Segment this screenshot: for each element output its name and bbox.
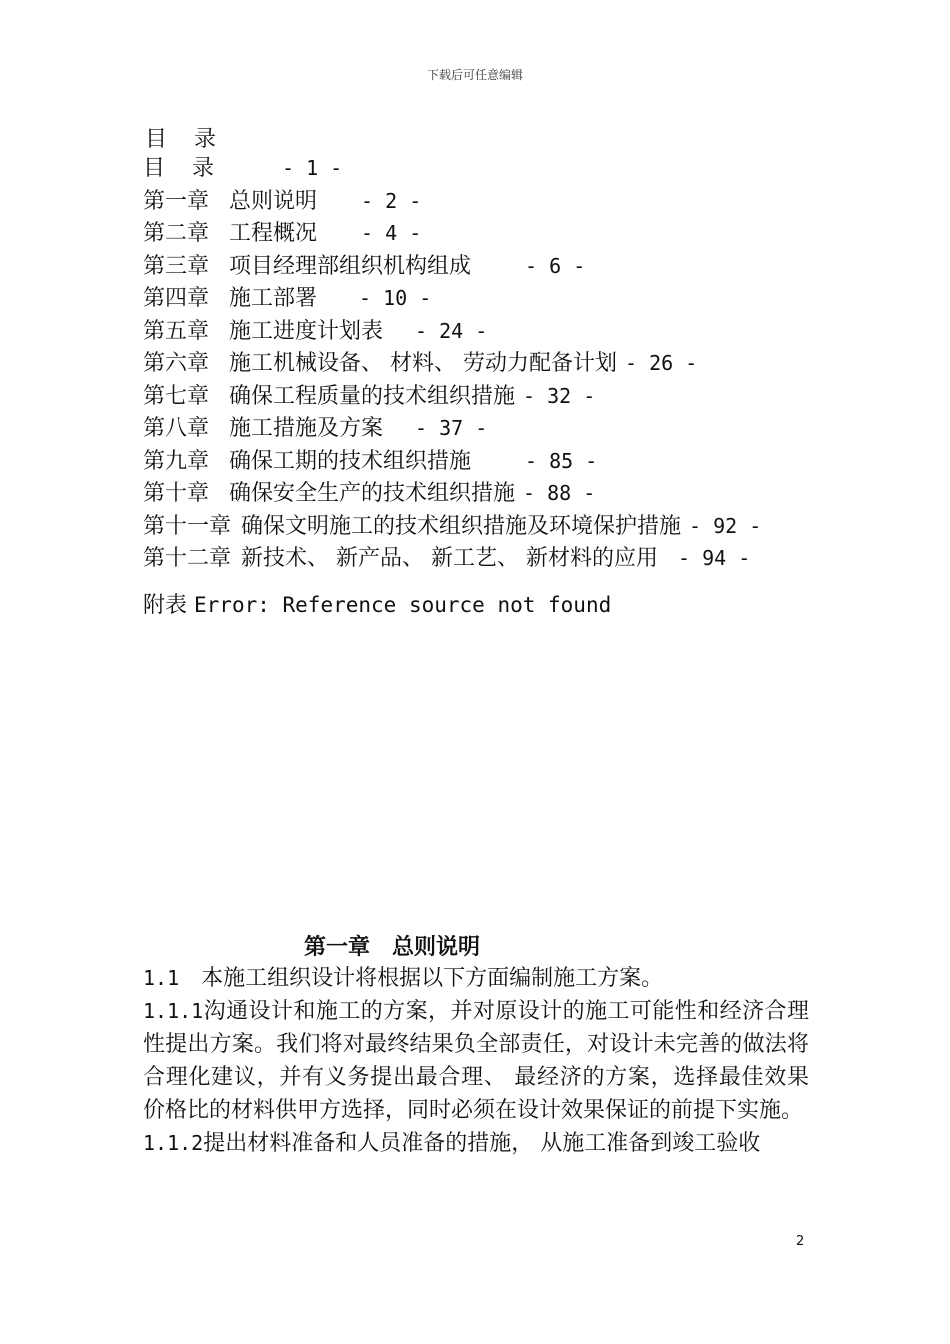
section-number: 1.1.2	[143, 1131, 204, 1155]
toc-entry[interactable]	[143, 445, 863, 478]
toc-title-text: 施工机械设备、 材料、 劳动力配备计划	[229, 351, 618, 376]
section-number: 1.1.1	[143, 999, 204, 1023]
toc-entry[interactable]	[143, 510, 863, 543]
toc-page: - 4 -	[361, 221, 422, 245]
toc-title-text: 确保工程质量的技术组织措施	[229, 383, 516, 409]
toc-entry[interactable]	[143, 477, 863, 510]
chapter-title: 总则说明	[392, 935, 481, 960]
toc-entry[interactable]	[143, 282, 863, 315]
toc-chapter: 第九章	[143, 448, 210, 474]
toc-page: - 2 -	[361, 188, 422, 213]
paragraph-text: 本施工组织设计将根据以下方面编制施工方案。	[201, 966, 664, 991]
toc-title-text: 确保工期的技术组织措施	[229, 448, 472, 474]
toc-title-text: 施工措施及方案	[229, 416, 384, 441]
toc-title-text: 确保文明施工的技术组织措施及环境保护措施	[241, 513, 682, 539]
toc-title-text: 项目经理部组织机构组成	[229, 253, 472, 279]
toc-chapter: 第十二章	[143, 546, 232, 571]
body-text	[143, 962, 809, 1160]
toc-page: - 10 -	[359, 286, 432, 310]
toc-page: - 88 -	[523, 481, 596, 505]
toc-entry[interactable]	[143, 185, 863, 218]
section-number: 1.1	[143, 966, 180, 990]
toc-entry[interactable]	[143, 542, 863, 575]
toc-page: - 6 -	[525, 253, 586, 278]
toc-page: - 32 -	[523, 383, 596, 408]
toc-page: - 85 -	[525, 448, 598, 473]
toc-title-text: 施工部署	[229, 286, 318, 311]
toc-chapter: 目 录	[143, 156, 224, 181]
toc-entry[interactable]	[143, 347, 863, 380]
toc-page: - 1 -	[282, 156, 343, 180]
page-number: 2	[796, 1234, 805, 1249]
page-header: 下载后可任意编辑	[426, 68, 523, 82]
paragraph	[143, 1127, 809, 1160]
chapter-number: 第一章	[304, 935, 371, 960]
toc-chapter: 第三章	[143, 253, 210, 279]
paragraph-text: 沟通设计和施工的方案，并对原设计的施工可能性和经济合理性提出方案。我们将对最终结果负全部责任，对设计未完善的做法将合理化建议，并有义务提出最合理、 最经济的方案，选择最佳效果价格比的材料供甲方选择，同时必须在设计效果保证的前提下实施。	[143, 999, 809, 1123]
toc-title: 目 录	[145, 127, 226, 152]
toc-chapter: 第二章	[143, 221, 210, 246]
toc-entry[interactable]	[143, 412, 863, 445]
toc-chapter: 第五章	[143, 318, 210, 344]
toc-chapter: 第七章	[143, 383, 210, 409]
paragraph	[143, 962, 809, 995]
paragraph-text: 提出材料准备和人员准备的措施， 从施工准备到竣工验收	[203, 1131, 761, 1156]
toc-chapter: 第四章	[143, 286, 210, 311]
toc-entry[interactable]	[143, 250, 863, 283]
toc-entry[interactable]	[143, 380, 863, 413]
reference-error-text: Error: Reference source not found	[194, 593, 612, 617]
paragraph	[143, 995, 809, 1127]
toc-entry[interactable]	[143, 315, 863, 348]
toc-page: - 92 -	[689, 513, 762, 538]
toc-page: - 24 -	[415, 318, 488, 343]
appendix-label: 附表	[143, 593, 188, 618]
toc-entry[interactable]	[143, 152, 863, 185]
appendix-line	[143, 588, 611, 619]
toc-page: - 94 -	[678, 546, 751, 570]
toc-page: - 37 -	[415, 416, 488, 440]
toc-chapter: 第一章	[143, 188, 210, 214]
toc-title-text: 施工进度计划表	[229, 318, 384, 344]
toc-title-text: 新技术、 新产品、 新工艺、 新材料的应用	[241, 546, 658, 571]
toc-title-text: 工程概况	[229, 221, 318, 246]
toc-page: - 26 -	[625, 351, 698, 375]
chapter-heading	[304, 930, 480, 961]
toc-entry[interactable]	[143, 217, 863, 250]
toc-chapter: 第十一章	[143, 513, 232, 539]
toc-chapter: 第八章	[143, 416, 210, 441]
table-of-contents	[143, 152, 863, 575]
toc-chapter: 第十章	[143, 481, 210, 506]
toc-title-text: 总则说明	[229, 188, 318, 214]
toc-chapter: 第六章	[143, 351, 210, 376]
toc-title-text: 确保安全生产的技术组织措施	[229, 481, 516, 506]
